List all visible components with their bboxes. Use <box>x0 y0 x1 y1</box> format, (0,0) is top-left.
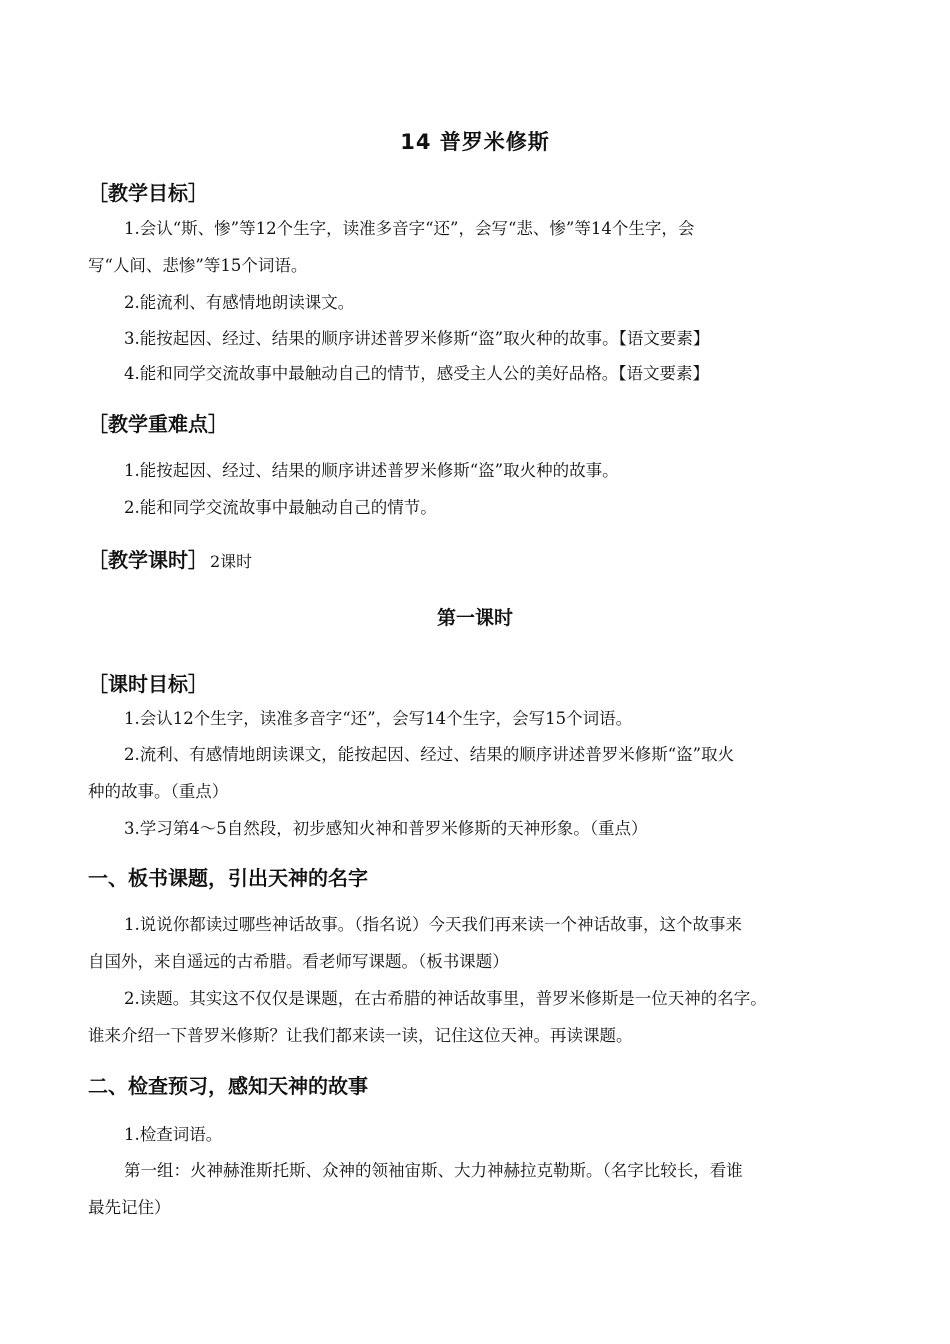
goal-item-1 <box>88 210 868 284</box>
goal-item-2-line: 2.能流利、有感情地朗读课文。 <box>124 293 355 312</box>
goal-item-1-line-1: 1.会认“斯、惨”等12个生字，读准多音字“还”，会写“悲、惨”等14个生字，会 <box>124 219 695 238</box>
goal-item-3-line: 3.能按起因、经过、结果的顺序讲述普罗米修斯“盗”取火种的故事。【语文要素】 <box>124 329 710 348</box>
lesson-goals-heading: ［课时目标］ <box>88 672 208 696</box>
page-title: 14 普罗米修斯 <box>400 130 550 154</box>
goal-item-4 <box>88 355 868 392</box>
section-2-heading: 二、检查预习，感知天神的故事 <box>88 1074 368 1098</box>
section-2-item-2 <box>88 1152 868 1226</box>
goal-item-1-line-2: 写“人间、悲惨”等15个词语。 <box>88 256 308 275</box>
section-1-item-1 <box>88 906 868 980</box>
goal-item-4-line: 4.能和同学交流故事中最触动自己的情节，感受主人公的美好品格。【语文要素】 <box>124 364 709 383</box>
key-point-2 <box>88 489 868 526</box>
teaching-hours-heading <box>88 544 252 573</box>
section-2-item-1 <box>88 1116 868 1153</box>
lesson-1-title: 第一课时 <box>436 607 513 629</box>
section-1-item-2 <box>88 980 868 1054</box>
lesson-goal-1 <box>88 700 868 737</box>
section-1-item-2-line-2: 谁来介绍一下普罗米修斯？让我们都来读一读，记住这位天神。再读课题。 <box>88 1026 633 1045</box>
teaching-hours-value: 2课时 <box>210 552 253 571</box>
key-point-1 <box>88 452 868 489</box>
section-2-item-2-line-1: 第一组：火神赫淮斯托斯、众神的领袖宙斯、大力神赫拉克勒斯。（名字比较长，看谁 <box>124 1161 743 1180</box>
lesson-goal-3 <box>88 810 868 847</box>
lesson-goal-1-line: 1.会认12个生字，读准多音字“还”，会写14个生字，会写15个词语。 <box>124 709 633 728</box>
section-2-item-2-line-2: 最先记住） <box>88 1198 171 1217</box>
teaching-hours-label: ［教学课时］ <box>88 548 208 572</box>
section-2-item-1-line: 1.检查词语。 <box>124 1125 223 1144</box>
lesson-goal-3-line: 3.学习第4～5自然段，初步感知火神和普罗米修斯的天神形象。（重点） <box>124 819 648 838</box>
section-1-heading: 一、板书课题，引出天神的名字 <box>88 866 368 890</box>
goal-item-2 <box>88 284 868 321</box>
section-1-item-2-line-1: 2.读题。其实这不仅仅是课题，在古希腊的神话故事里，普罗米修斯是一位天神的名字。 <box>124 989 767 1008</box>
lesson-goal-2-line-2: 种的故事。（重点） <box>88 782 229 801</box>
section-1-item-1-line-1: 1.说说你都读过哪些神话故事。（指名说）今天我们再来读一个神话故事，这个故事来 <box>124 915 742 934</box>
teaching-goals-heading: ［教学目标］ <box>88 181 208 205</box>
key-points-heading: ［教学重难点］ <box>88 412 228 436</box>
goal-item-3 <box>88 320 868 357</box>
key-point-2-line: 2.能和同学交流故事中最触动自己的情节。 <box>124 498 437 517</box>
key-point-1-line: 1.能按起因、经过、结果的顺序讲述普罗米修斯“盗”取火种的故事。 <box>124 461 619 480</box>
lesson-goal-2-line-1: 2.流利、有感情地朗读课文，能按起因、经过、结果的顺序讲述普罗米修斯“盗”取火 <box>124 745 735 764</box>
lesson-goal-2 <box>88 736 868 810</box>
section-1-item-1-line-2: 自国外，来自遥远的古希腊。看老师写课题。（板书课题） <box>88 952 509 971</box>
